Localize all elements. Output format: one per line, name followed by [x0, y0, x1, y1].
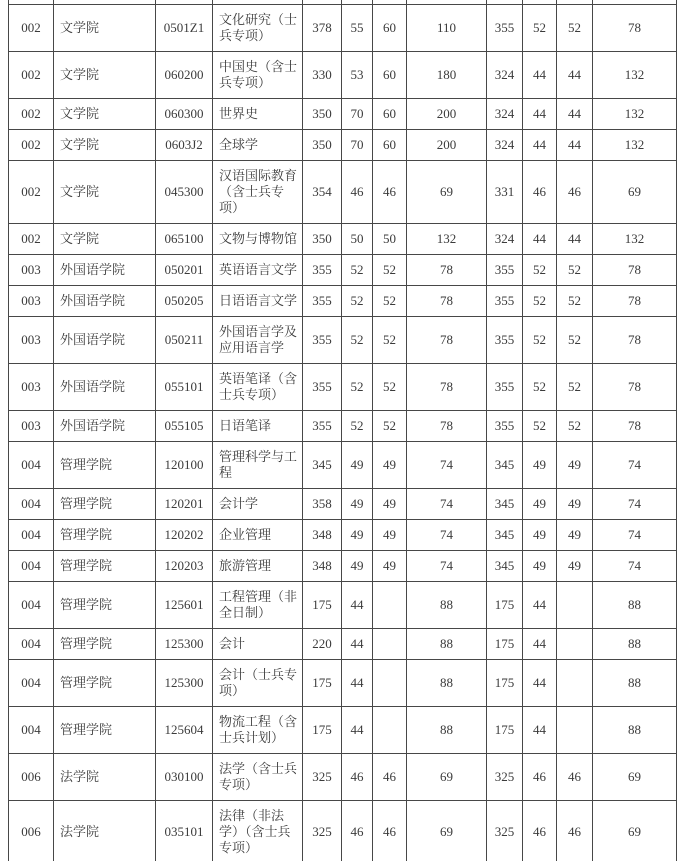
score-cell: 175 [487, 629, 523, 660]
major-code-cell: 050205 [156, 286, 213, 317]
score-cell: 70 [342, 99, 373, 130]
college-cell: 文学院 [54, 5, 156, 52]
score-cell: 52 [373, 255, 407, 286]
score-cell: 46 [373, 801, 407, 861]
score-cell: 348 [303, 520, 342, 551]
college-cell: 管理学院 [54, 551, 156, 582]
dept-code-cell: 002 [9, 161, 54, 224]
score-cell: 46 [523, 801, 557, 861]
major-name-cell: 会计学 [213, 489, 303, 520]
score-cell: 78 [593, 364, 677, 411]
major-name-cell: 全球学 [213, 130, 303, 161]
major-name-cell: 日语笔译 [213, 411, 303, 442]
score-cell: 74 [593, 442, 677, 489]
table-row [9, 754, 677, 801]
score-cell: 132 [593, 130, 677, 161]
score-cell: 46 [373, 754, 407, 801]
score-cell: 78 [407, 255, 487, 286]
table-row [9, 161, 677, 224]
score-cell: 52 [342, 255, 373, 286]
score-cell: 88 [407, 707, 487, 754]
score-cell: 52 [557, 5, 593, 52]
score-cell: 49 [557, 489, 593, 520]
score-cell: 175 [303, 660, 342, 707]
score-cell: 350 [303, 99, 342, 130]
score-cell: 88 [593, 707, 677, 754]
score-cell: 88 [407, 660, 487, 707]
score-cell: 325 [303, 801, 342, 861]
major-name-cell: 企业管理 [213, 520, 303, 551]
score-cell: 355 [487, 364, 523, 411]
score-cell: 46 [557, 754, 593, 801]
score-cell: 44 [557, 52, 593, 99]
score-cell: 74 [593, 551, 677, 582]
table-row [9, 520, 677, 551]
college-cell: 外国语学院 [54, 317, 156, 364]
table-row [9, 52, 677, 99]
dept-code-cell: 004 [9, 660, 54, 707]
score-cell: 325 [487, 801, 523, 861]
score-cell: 378 [303, 5, 342, 52]
score-cell: 52 [373, 411, 407, 442]
score-cell: 52 [557, 411, 593, 442]
score-cell: 52 [373, 364, 407, 411]
dept-code-cell: 003 [9, 364, 54, 411]
college-cell: 文学院 [54, 130, 156, 161]
score-cell: 348 [303, 551, 342, 582]
score-cell: 354 [303, 161, 342, 224]
major-code-cell: 125300 [156, 660, 213, 707]
score-cell: 46 [342, 754, 373, 801]
college-cell: 管理学院 [54, 582, 156, 629]
major-code-cell: 120100 [156, 442, 213, 489]
score-cell: 49 [557, 551, 593, 582]
score-cell: 44 [523, 130, 557, 161]
table-row [9, 255, 677, 286]
score-cell: 78 [593, 5, 677, 52]
major-code-cell: 0603J2 [156, 130, 213, 161]
dept-code-cell: 002 [9, 224, 54, 255]
score-cell: 88 [407, 629, 487, 660]
major-code-cell: 060200 [156, 52, 213, 99]
dept-code-cell: 002 [9, 99, 54, 130]
college-cell: 文学院 [54, 52, 156, 99]
score-cell: 355 [487, 5, 523, 52]
college-cell: 管理学院 [54, 629, 156, 660]
major-name-cell: 英语语言文学 [213, 255, 303, 286]
score-cell: 52 [342, 364, 373, 411]
major-name-cell: 英语笔译（含士兵专项） [213, 364, 303, 411]
score-cell: 46 [523, 161, 557, 224]
table-row [9, 489, 677, 520]
score-cell: 69 [407, 161, 487, 224]
major-name-cell: 法学（含士兵专项） [213, 754, 303, 801]
major-code-cell: 120203 [156, 551, 213, 582]
score-cell: 324 [487, 224, 523, 255]
score-cell: 44 [523, 582, 557, 629]
score-cell: 331 [487, 161, 523, 224]
college-cell: 文学院 [54, 99, 156, 130]
score-cell: 355 [303, 411, 342, 442]
score-cell: 52 [373, 317, 407, 364]
college-cell: 管理学院 [54, 707, 156, 754]
score-cell: 132 [407, 224, 487, 255]
dept-code-cell: 003 [9, 286, 54, 317]
table-row [9, 99, 677, 130]
score-cell: 49 [342, 442, 373, 489]
score-cell: 44 [557, 224, 593, 255]
college-cell: 管理学院 [54, 489, 156, 520]
major-name-cell: 文物与博物馆 [213, 224, 303, 255]
score-cell: 49 [342, 551, 373, 582]
major-name-cell: 会计（士兵专项） [213, 660, 303, 707]
score-cell: 132 [593, 99, 677, 130]
score-cell: 60 [373, 52, 407, 99]
dept-code-cell: 004 [9, 551, 54, 582]
score-cell: 44 [523, 99, 557, 130]
score-cell: 78 [593, 286, 677, 317]
dept-code-cell: 006 [9, 801, 54, 861]
dept-code-cell: 003 [9, 255, 54, 286]
score-cell: 78 [407, 364, 487, 411]
score-cell: 324 [487, 99, 523, 130]
major-name-cell: 工程管理（非全日制） [213, 582, 303, 629]
score-cell: 46 [557, 161, 593, 224]
score-cell: 74 [407, 442, 487, 489]
score-cell: 49 [373, 442, 407, 489]
score-cell: 132 [593, 224, 677, 255]
major-code-cell: 0501Z1 [156, 5, 213, 52]
college-cell: 外国语学院 [54, 255, 156, 286]
table-row [9, 442, 677, 489]
score-table-body [9, 0, 677, 861]
score-cell: 46 [557, 801, 593, 861]
score-cell: 52 [557, 364, 593, 411]
score-cell: 60 [373, 5, 407, 52]
score-cell: 132 [593, 52, 677, 99]
score-cell: 345 [303, 442, 342, 489]
admission-score-table [8, 0, 677, 861]
dept-code-cell: 004 [9, 520, 54, 551]
score-cell: 200 [407, 99, 487, 130]
table-row [9, 130, 677, 161]
score-cell: 49 [373, 489, 407, 520]
score-cell: 52 [523, 364, 557, 411]
score-cell: 345 [487, 489, 523, 520]
score-cell: 345 [487, 551, 523, 582]
score-cell: 49 [342, 489, 373, 520]
score-cell: 49 [523, 551, 557, 582]
score-cell: 200 [407, 130, 487, 161]
score-cell: 55 [342, 5, 373, 52]
score-cell: 325 [303, 754, 342, 801]
score-cell: 44 [523, 707, 557, 754]
score-cell: 324 [487, 52, 523, 99]
table-row [9, 660, 677, 707]
score-cell: 355 [303, 364, 342, 411]
score-cell: 49 [523, 520, 557, 551]
major-name-cell: 旅游管理 [213, 551, 303, 582]
score-cell: 350 [303, 224, 342, 255]
score-cell: 220 [303, 629, 342, 660]
score-cell: 175 [487, 660, 523, 707]
score-cell: 345 [487, 520, 523, 551]
score-cell: 355 [303, 286, 342, 317]
major-name-cell: 世界史 [213, 99, 303, 130]
score-cell: 78 [593, 317, 677, 364]
major-code-cell: 055105 [156, 411, 213, 442]
table-row [9, 411, 677, 442]
score-cell: 355 [487, 317, 523, 364]
college-cell: 外国语学院 [54, 286, 156, 317]
score-cell: 78 [593, 411, 677, 442]
college-cell: 管理学院 [54, 442, 156, 489]
score-cell: 60 [373, 130, 407, 161]
score-cell: 70 [342, 130, 373, 161]
score-cell: 50 [373, 224, 407, 255]
major-code-cell: 120201 [156, 489, 213, 520]
score-cell: 74 [407, 551, 487, 582]
score-cell: 46 [342, 801, 373, 861]
score-cell: 49 [523, 489, 557, 520]
college-cell: 法学院 [54, 801, 156, 861]
score-cell: 69 [593, 161, 677, 224]
score-cell [373, 582, 407, 629]
major-code-cell: 045300 [156, 161, 213, 224]
score-cell: 88 [593, 660, 677, 707]
score-cell [557, 660, 593, 707]
score-cell: 52 [523, 5, 557, 52]
major-code-cell: 125300 [156, 629, 213, 660]
score-cell [373, 629, 407, 660]
score-cell: 78 [407, 411, 487, 442]
score-cell [373, 707, 407, 754]
score-cell: 60 [373, 99, 407, 130]
major-name-cell: 法律（非法学）（含士兵专项） [213, 801, 303, 861]
score-cell: 52 [342, 411, 373, 442]
score-cell: 49 [557, 442, 593, 489]
table-row [9, 551, 677, 582]
score-cell: 46 [373, 161, 407, 224]
score-cell: 74 [593, 520, 677, 551]
major-name-cell: 文化研究（士兵专项） [213, 5, 303, 52]
score-cell: 52 [523, 286, 557, 317]
score-cell: 52 [523, 317, 557, 364]
score-cell: 44 [557, 130, 593, 161]
college-cell: 外国语学院 [54, 411, 156, 442]
major-name-cell: 外国语言学及应用语言学 [213, 317, 303, 364]
major-name-cell: 管理科学与工程 [213, 442, 303, 489]
table-row [9, 224, 677, 255]
table-row [9, 707, 677, 754]
score-cell: 350 [303, 130, 342, 161]
score-cell: 69 [593, 754, 677, 801]
score-cell: 52 [557, 317, 593, 364]
score-cell: 355 [487, 411, 523, 442]
score-cell: 50 [342, 224, 373, 255]
table-row [9, 629, 677, 660]
dept-code-cell: 003 [9, 317, 54, 364]
score-cell: 52 [373, 286, 407, 317]
score-cell: 44 [523, 224, 557, 255]
score-cell: 44 [523, 52, 557, 99]
college-cell: 文学院 [54, 161, 156, 224]
score-cell: 44 [342, 707, 373, 754]
college-cell: 文学院 [54, 224, 156, 255]
major-code-cell: 065100 [156, 224, 213, 255]
score-cell: 52 [557, 255, 593, 286]
score-cell: 355 [487, 255, 523, 286]
score-cell: 46 [342, 161, 373, 224]
score-cell: 88 [593, 629, 677, 660]
score-cell: 44 [523, 629, 557, 660]
score-cell: 88 [593, 582, 677, 629]
dept-code-cell: 003 [9, 411, 54, 442]
table-row [9, 801, 677, 861]
score-cell: 355 [303, 255, 342, 286]
major-name-cell: 物流工程（含士兵计划） [213, 707, 303, 754]
major-code-cell: 030100 [156, 754, 213, 801]
major-code-cell: 050211 [156, 317, 213, 364]
major-code-cell: 060300 [156, 99, 213, 130]
dept-code-cell: 004 [9, 707, 54, 754]
score-cell: 355 [303, 317, 342, 364]
score-cell: 74 [593, 489, 677, 520]
score-cell: 330 [303, 52, 342, 99]
score-cell: 52 [342, 317, 373, 364]
score-cell [557, 582, 593, 629]
score-cell: 74 [407, 489, 487, 520]
table-row [9, 5, 677, 52]
score-cell: 175 [487, 707, 523, 754]
score-cell: 175 [303, 707, 342, 754]
score-cell: 49 [373, 520, 407, 551]
major-code-cell: 125601 [156, 582, 213, 629]
major-name-cell: 日语语言文学 [213, 286, 303, 317]
college-cell: 管理学院 [54, 520, 156, 551]
score-cell: 175 [303, 582, 342, 629]
score-cell: 69 [593, 801, 677, 861]
score-cell: 345 [487, 442, 523, 489]
score-cell: 78 [593, 255, 677, 286]
score-cell: 52 [342, 286, 373, 317]
score-cell: 49 [557, 520, 593, 551]
major-code-cell: 125604 [156, 707, 213, 754]
score-cell: 324 [487, 130, 523, 161]
score-cell: 44 [523, 660, 557, 707]
score-cell: 44 [342, 629, 373, 660]
score-cell: 325 [487, 754, 523, 801]
dept-code-cell: 002 [9, 130, 54, 161]
score-cell: 88 [407, 582, 487, 629]
score-cell: 44 [342, 582, 373, 629]
college-cell: 外国语学院 [54, 364, 156, 411]
score-cell: 74 [407, 520, 487, 551]
major-name-cell: 中国史（含士兵专项） [213, 52, 303, 99]
table-row [9, 317, 677, 364]
score-cell: 49 [342, 520, 373, 551]
score-cell: 355 [487, 286, 523, 317]
college-cell: 管理学院 [54, 660, 156, 707]
score-cell: 358 [303, 489, 342, 520]
score-cell: 78 [407, 317, 487, 364]
score-cell: 49 [523, 442, 557, 489]
major-code-cell: 055101 [156, 364, 213, 411]
score-cell: 175 [487, 582, 523, 629]
table-row [9, 286, 677, 317]
college-cell: 法学院 [54, 754, 156, 801]
dept-code-cell: 004 [9, 442, 54, 489]
major-code-cell: 120202 [156, 520, 213, 551]
score-cell: 46 [523, 754, 557, 801]
score-cell [557, 707, 593, 754]
score-cell: 78 [407, 286, 487, 317]
score-cell: 52 [523, 411, 557, 442]
dept-code-cell: 004 [9, 489, 54, 520]
major-code-cell: 050201 [156, 255, 213, 286]
dept-code-cell: 002 [9, 5, 54, 52]
major-name-cell: 汉语国际教育（含士兵专项） [213, 161, 303, 224]
score-cell: 44 [557, 99, 593, 130]
dept-code-cell: 002 [9, 52, 54, 99]
dept-code-cell: 004 [9, 582, 54, 629]
major-code-cell: 035101 [156, 801, 213, 861]
score-cell: 69 [407, 801, 487, 861]
dept-code-cell: 004 [9, 629, 54, 660]
table-row [9, 582, 677, 629]
major-name-cell: 会计 [213, 629, 303, 660]
score-cell: 110 [407, 5, 487, 52]
score-cell [557, 629, 593, 660]
dept-code-cell: 006 [9, 754, 54, 801]
score-cell: 44 [342, 660, 373, 707]
score-cell: 49 [373, 551, 407, 582]
score-cell: 180 [407, 52, 487, 99]
score-cell [373, 660, 407, 707]
score-cell: 52 [557, 286, 593, 317]
score-cell: 53 [342, 52, 373, 99]
score-cell: 69 [407, 754, 487, 801]
score-cell: 52 [523, 255, 557, 286]
table-row [9, 364, 677, 411]
